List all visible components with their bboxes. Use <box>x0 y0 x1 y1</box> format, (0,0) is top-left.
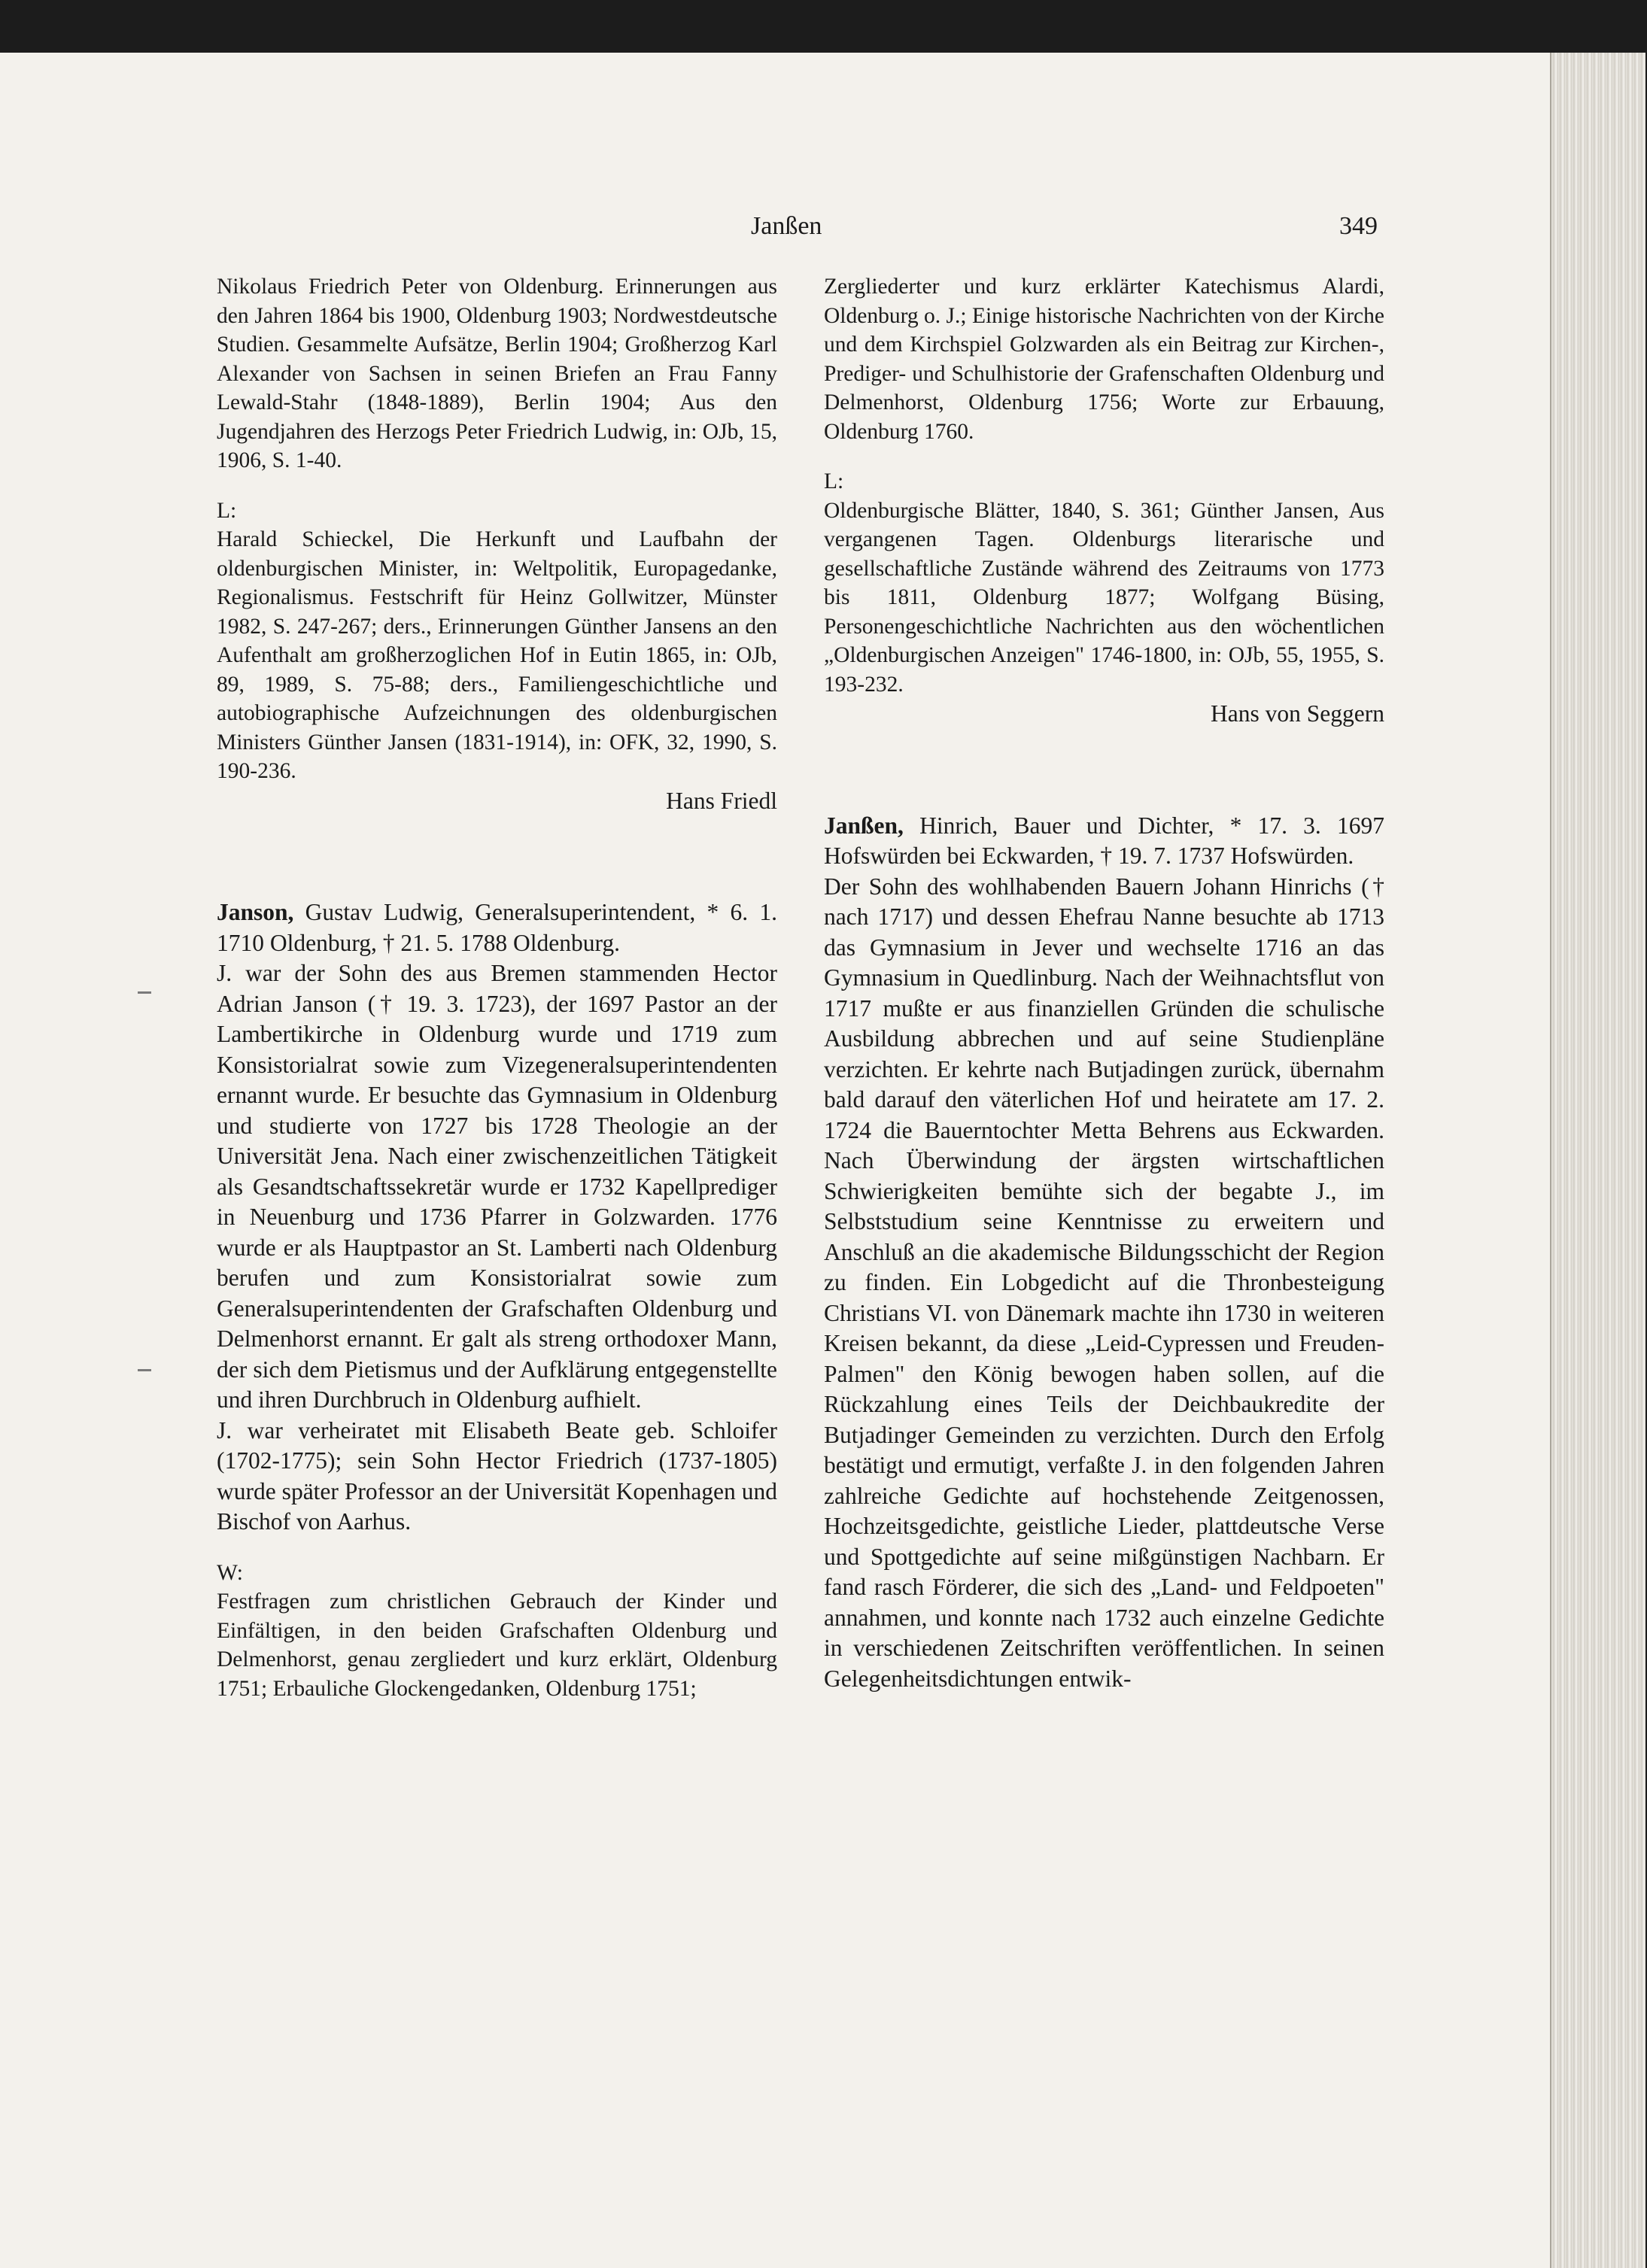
entry-body: J. war der Sohn des aus Bremen stammenden Hector Adrian Janson († 19. 3. 1723), der 1697 Pastor an der Lambertikirche in Oldenburg wurde und 1719 zum Konsistorialrat sowie zum Vizegeneralsuperintendenten ernannt wurde. Er besuchte das Gymnasium in Oldenburg und studierte von 1727 bis 1728 Theologie an der Universität Jena. Nach einer zwischenzeitlichen Tätigkeit als Gesandtschaftssekretär wurde er 1732 Kapellprediger in Neuenburg und 1736 Pfarrer in Golzwarden. 1776 wurde er als Hauptpastor an St. Lamberti nach Oldenburg berufen und zum Konsistorialrat sowie zum Generalsuperintendenten der Grafschaften Oldenburg und Delmenhorst ernannt. Er galt als streng orthodoxer Mann, der sich dem Pietismus und der Aufklärung entgegenstellte und ihren Durchbruch in Oldenburg aufhielt. <box>217 960 777 1413</box>
author-signature: Hans Friedl <box>666 787 777 814</box>
author-signature: Hans von Seggern <box>1211 700 1384 727</box>
entry-body: J. war verheiratet mit Elisabeth Beate geb. Schloifer (1702-1775); sein Sohn Hector Friedrich (1737-1805) wurde später Professor an der Universität Kopenhagen und Bischof von Aarhus. <box>217 1416 777 1535</box>
margin-mark <box>138 1369 151 1371</box>
page-edges <box>1550 53 1645 2268</box>
works-label: W: <box>217 1560 243 1585</box>
literature-label: L: <box>217 498 237 523</box>
left-column <box>217 272 777 1703</box>
entry-headword: Janson, <box>217 899 294 925</box>
entry-header <box>217 897 777 958</box>
page-number: 349 <box>1339 212 1378 240</box>
works-continuation: Zergliederter und kurz erklärter Katechismus Alardi, Oldenburg o. J.; Einige historische Nachrichten von der Kirche und dem Kirchspiel Golzwarden als ein Beitrag zur Kirchen-, Prediger- und Schulhistorie der Grafenschaften Oldenburg und Delmenhorst, Oldenburg 1756; Worte zur Erbauung, Oldenburg 1760. <box>824 275 1384 444</box>
margin-mark <box>138 991 151 994</box>
entry-intro: Gustav Ludwig, Generalsuperintendent, * 6. 1. 1710 Oldenburg, † 21. 5. 1788 Oldenburg. <box>217 899 777 956</box>
works-text: Festfragen zum christlichen Gebrauch der Kinder und Einfältigen, in den beiden Grafschaften Oldenburg und Delmenhorst, genau zergliedert und kurz erklärt, Oldenburg 1751; Erbauliche Glockengedanken, Oldenburg 1751; <box>217 1589 777 1701</box>
entry-header <box>824 811 1384 872</box>
works-continuation: Nikolaus Friedrich Peter von Oldenburg. Erinnerungen aus den Jahren 1864 bis 1900, Oldenburg 1903; Nordwestdeutsche Studien. Gesammelte Aufsätze, Berlin 1904; Großherzog Karl Alexander von Sachsen in seinen Briefen an Frau Fanny Lewald-Stahr (1848-1889), Berlin 1904; Aus den Jugendjahren des Herzogs Peter Friedrich Ludwig, in: OJb, 15, 1906, S. 1-40. <box>217 275 777 472</box>
entry-headword: Janßen, <box>824 812 904 839</box>
literature-label: L: <box>824 469 844 493</box>
literature-text: Harald Schieckel, Die Herkunft und Laufbahn der oldenburgischen Minister, in: Weltpolitik, Europagedanke, Regionalismus. Festschrift für Heinz Gollwitzer, Münster 1982, S. 247-267; ders., Erinnerungen Günther Jansens an den Aufenthalt am großherzoglichen Hof in Eutin 1865, in: OJb, 89, 1989, S. 75-88; ders., Familiengeschichtliche und autobiographische Aufzeichnungen des oldenburgischen Ministers Günther Jansen (1831-1914), in: OFK, 32, 1990, S. 190-236. <box>217 527 777 783</box>
running-head: Janßen <box>751 212 822 240</box>
entry-body: Der Sohn des wohlhabenden Bauern Johann Hinrichs († nach 1717) und dessen Ehefrau Nanne besuchte ab 1713 das Gymnasium in Jever und wechselte 1716 an das Gymnasium in Quedlinburg. Nach der Weihnachtsflut von 1717 mußte er aus finanziellen Gründen die schulische Ausbildung abbrechen und auf seine Studienpläne verzichten. Er kehrte nach Butjadingen zurück, übernahm bald darauf den väterlichen Hof und heiratete am 17. 2. 1724 die Bauerntochter Metta Behrens aus Eckwarden. Nach Überwindung der ärgsten wirtschaftlichen Schwierigkeiten bemühte sich der begabte J., im Selbststudium seine Kenntnisse zu erweitern und Anschluß an die akademische Bildungsschicht der Region zu finden. Ein Lobgedicht auf die Thronbesteigung Christians VI. von Dänemark machte ihn 1730 in weiteren Kreisen bekannt, da diese „Leid-Cypressen und Freuden-Palmen" den König bewogen haben sollen, auf die Rückzahlung eines Teils der Deichbaukredite der Butjadinger Gemeinden zu verzichten. Durch den Erfolg bestätigt und ermutigt, verfaßte J. in den folgenden Jahren zahlreiche Gedichte auf hochstehende Zeitgenossen, Hochzeitsgedichte, geistliche Lieder, plattdeutsche Verse und Spottgedichte auf seine mißgünstigen Nachbarn. Er fand rasch Förderer, die sich des „Land- und Feldpoeten" annahmen, und konnte nach 1732 auch einzelne Gedichte in verschiedenen Zeitschriften veröffentlichen. In seinen Gelegenheitsdichtungen entwik- <box>824 873 1384 1692</box>
entry-intro: Hinrich, Bauer und Dichter, * 17. 3. 1697 Hofswürden bei Eckwarden, † 19. 7. 1737 Hofswürden. <box>824 812 1384 869</box>
right-column <box>824 272 1384 1694</box>
literature-text: Oldenburgische Blätter, 1840, S. 361; Günther Jansen, Aus vergangenen Tagen. Oldenburgs literarische und gesellschaftliche Zustände während des Zeitraums von 1773 bis 1811, Oldenburg 1877; Wolfgang Büsing, Personengeschichtliche Nachrichten aus den wöchentlichen „Oldenburgischen Anzeigen" 1746-1800, in: OJb, 55, 1955, S. 193-232. <box>824 498 1384 697</box>
